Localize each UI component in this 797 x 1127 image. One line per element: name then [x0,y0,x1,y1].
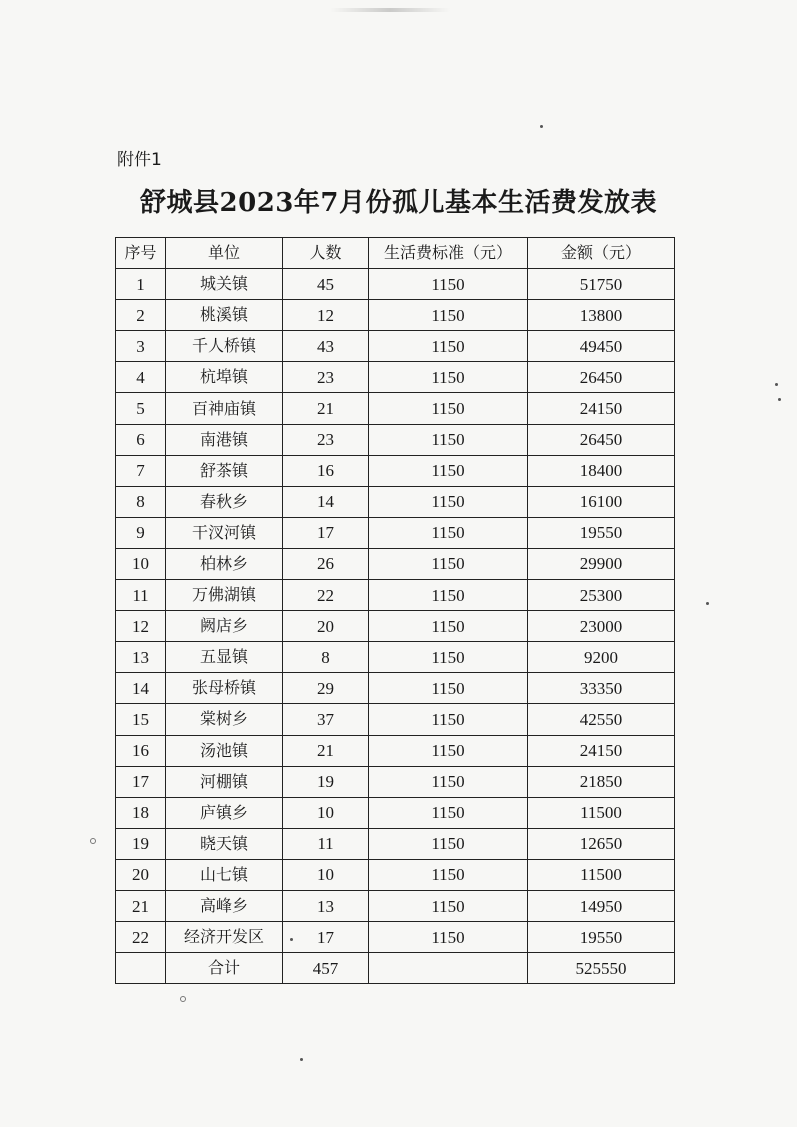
total-count: 457 [283,953,369,984]
row-standard: 1150 [369,580,528,611]
col-header-standard: 生活费标准（元） [369,238,528,269]
row-count: 43 [283,331,369,362]
row-index: 10 [116,548,166,579]
row-amount: 12650 [528,828,675,859]
row-unit: 山七镇 [166,859,283,890]
row-amount: 24150 [528,393,675,424]
row-amount: 49450 [528,331,675,362]
row-unit: 高峰乡 [166,890,283,921]
table-header-row [116,238,675,269]
row-standard: 1150 [369,548,528,579]
col-header-count: 人数 [283,238,369,269]
row-index: 19 [116,828,166,859]
row-unit: 桃溪镇 [166,300,283,331]
row-count: 17 [283,517,369,548]
row-count: 23 [283,362,369,393]
row-amount: 23000 [528,611,675,642]
total-row [116,953,675,984]
table-row [116,890,675,921]
row-standard: 1150 [369,797,528,828]
row-standard: 1150 [369,766,528,797]
row-unit: 晓天镇 [166,828,283,859]
row-count: 10 [283,797,369,828]
table-row [116,859,675,890]
row-index: 14 [116,673,166,704]
row-count: 17 [283,922,369,953]
row-index: 7 [116,455,166,486]
row-unit: 阙店乡 [166,611,283,642]
row-standard: 1150 [369,362,528,393]
row-unit: 南港镇 [166,424,283,455]
table-row [116,455,675,486]
row-unit: 春秋乡 [166,486,283,517]
row-standard: 1150 [369,424,528,455]
row-standard: 1150 [369,393,528,424]
table-row [116,517,675,548]
row-count: 12 [283,300,369,331]
scan-speck [778,398,781,401]
scan-speck [706,602,709,605]
row-standard: 1150 [369,331,528,362]
row-count: 8 [283,642,369,673]
row-amount: 24150 [528,735,675,766]
row-count: 22 [283,580,369,611]
scan-speck [540,125,543,128]
table-row [116,424,675,455]
row-index: 18 [116,797,166,828]
row-standard: 1150 [369,486,528,517]
row-amount: 19550 [528,517,675,548]
attachment-label: 附件1 [117,150,162,170]
row-amount: 14950 [528,890,675,921]
row-count: 45 [283,269,369,300]
row-index: 20 [116,859,166,890]
row-standard: 1150 [369,269,528,300]
table-row [116,611,675,642]
page-title: 舒城县2023年7月份孤儿基本生活费发放表 [140,188,657,218]
row-amount: 51750 [528,269,675,300]
row-index: 1 [116,269,166,300]
row-count: 23 [283,424,369,455]
row-standard: 1150 [369,828,528,859]
total-index [116,953,166,984]
scan-speck [90,838,96,844]
row-index: 6 [116,424,166,455]
row-standard: 1150 [369,300,528,331]
row-count: 19 [283,766,369,797]
row-count: 20 [283,611,369,642]
row-count: 10 [283,859,369,890]
row-unit: 庐镇乡 [166,797,283,828]
table-row [116,673,675,704]
row-amount: 29900 [528,548,675,579]
allowance-table [115,237,675,984]
row-standard: 1150 [369,642,528,673]
row-count: 14 [283,486,369,517]
row-index: 12 [116,611,166,642]
col-header-unit: 单位 [166,238,283,269]
row-unit: 千人桥镇 [166,331,283,362]
total-amount: 525550 [528,953,675,984]
row-unit: 城关镇 [166,269,283,300]
row-unit: 汤池镇 [166,735,283,766]
row-unit: 百神庙镇 [166,393,283,424]
row-standard: 1150 [369,517,528,548]
row-unit: 柏林乡 [166,548,283,579]
row-count: 11 [283,828,369,859]
scan-speck [300,1058,303,1061]
row-unit: 杭埠镇 [166,362,283,393]
row-index: 21 [116,890,166,921]
row-count: 21 [283,735,369,766]
row-index: 9 [116,517,166,548]
row-unit: 五显镇 [166,642,283,673]
row-amount: 11500 [528,797,675,828]
row-amount: 42550 [528,704,675,735]
row-count: 26 [283,548,369,579]
row-amount: 33350 [528,673,675,704]
table-row [116,922,675,953]
row-index: 3 [116,331,166,362]
row-unit: 张母桥镇 [166,673,283,704]
table-row [116,269,675,300]
row-amount: 11500 [528,859,675,890]
col-header-index: 序号 [116,238,166,269]
row-amount: 16100 [528,486,675,517]
scan-speck [775,383,778,386]
table-row [116,704,675,735]
row-standard: 1150 [369,673,528,704]
row-unit: 万佛湖镇 [166,580,283,611]
row-amount: 25300 [528,580,675,611]
table-row [116,393,675,424]
row-unit: 棠树乡 [166,704,283,735]
row-standard: 1150 [369,735,528,766]
row-standard: 1150 [369,704,528,735]
row-amount: 21850 [528,766,675,797]
row-amount: 26450 [528,424,675,455]
row-index: 5 [116,393,166,424]
col-header-amount: 金额（元） [528,238,675,269]
table-row [116,642,675,673]
total-standard [369,953,528,984]
scan-artifact [330,8,450,12]
row-index: 4 [116,362,166,393]
row-amount: 19550 [528,922,675,953]
table-row [116,362,675,393]
row-standard: 1150 [369,611,528,642]
row-amount: 18400 [528,455,675,486]
row-count: 13 [283,890,369,921]
row-standard: 1150 [369,890,528,921]
table-body [116,269,675,984]
row-count: 16 [283,455,369,486]
row-standard: 1150 [369,455,528,486]
row-standard: 1150 [369,922,528,953]
row-count: 21 [283,393,369,424]
table-row [116,486,675,517]
row-count: 29 [283,673,369,704]
row-standard: 1150 [369,859,528,890]
table-row [116,766,675,797]
table-row [116,735,675,766]
row-index: 22 [116,922,166,953]
table-row [116,828,675,859]
row-unit: 河棚镇 [166,766,283,797]
table-row [116,331,675,362]
row-index: 8 [116,486,166,517]
table-row [116,580,675,611]
table-row [116,797,675,828]
scan-speck [180,996,186,1002]
scan-speck [290,938,293,941]
total-unit: 合计 [166,953,283,984]
table-row [116,300,675,331]
row-count: 37 [283,704,369,735]
row-amount: 26450 [528,362,675,393]
table-row [116,548,675,579]
row-index: 16 [116,735,166,766]
row-index: 2 [116,300,166,331]
row-index: 11 [116,580,166,611]
row-amount: 13800 [528,300,675,331]
row-amount: 9200 [528,642,675,673]
row-unit: 干汊河镇 [166,517,283,548]
row-index: 15 [116,704,166,735]
row-index: 13 [116,642,166,673]
row-unit: 经济开发区 [166,922,283,953]
row-index: 17 [116,766,166,797]
row-unit: 舒茶镇 [166,455,283,486]
